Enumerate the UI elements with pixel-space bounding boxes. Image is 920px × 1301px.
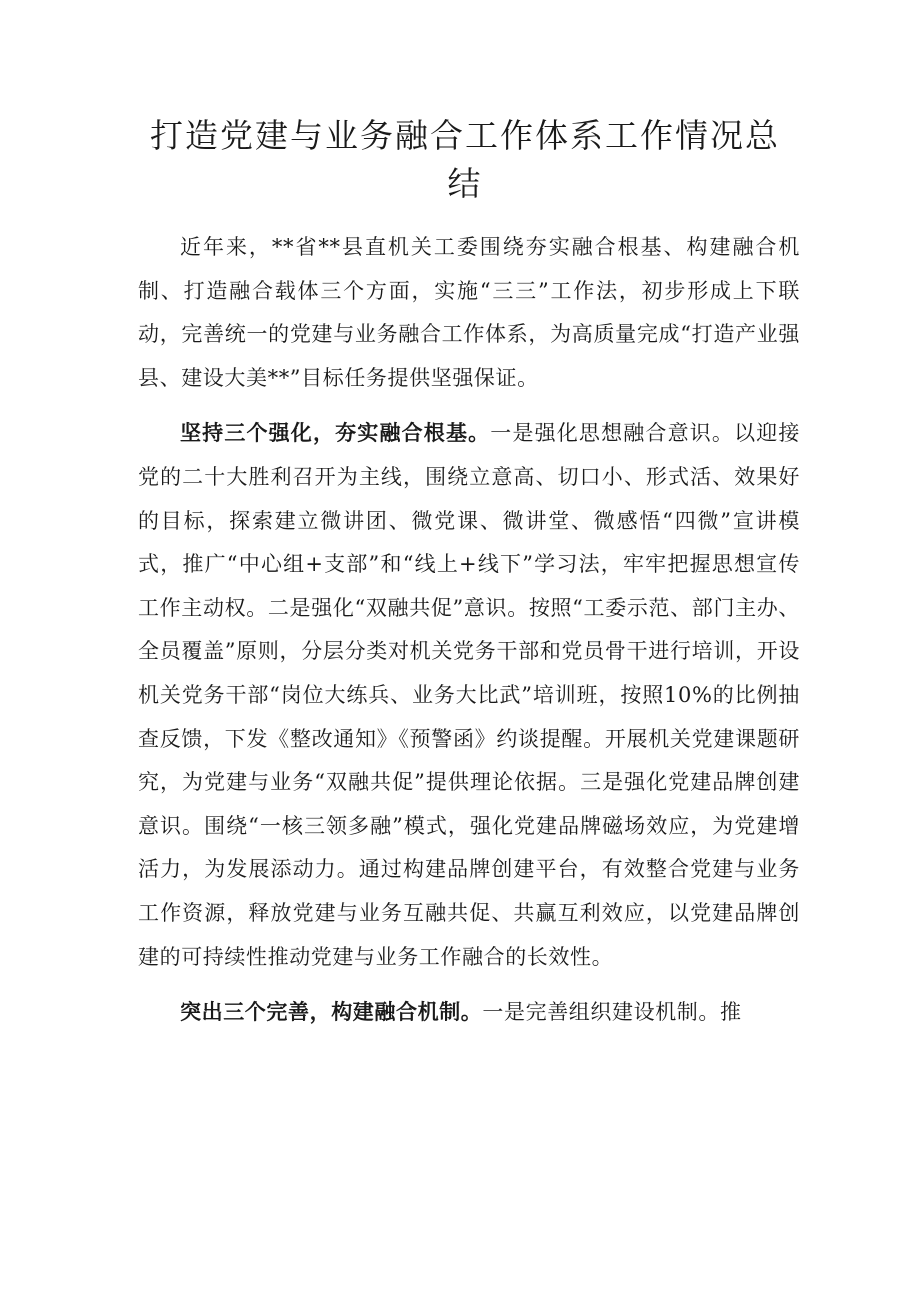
paragraph-section-1	[138, 412, 800, 979]
paragraph-text: 一是强化思想融合意识。以迎接党的二十大胜利召开为主线，围绕立意高、切口小、形式活、效果好的目标，探索建立微讲团、微党课、微讲堂、微感悟“四微”宣讲模式，推广“中心组+支部”和“线上+线下”学习法，牢牢把握思想宣传工作主动权。二是强化“双融共促”意识。按照“工委示范、部门主办、全员覆盖”原则，分层分类对机关党务干部和党员骨干进行培训，开设机关党务干部“岗位大练兵、业务大比武”培训班，按照10%的比例抽查反馈，下发《整改通知》《预警函》约谈提醒。开展机关党建课题研究，为党建与业务“双融共促”提供理论依据。三是强化党建品牌创建意识。围绕“一核三领多融”模式，强化党建品牌磁场效应，为党建增活力，为发展添动力。通过构建品牌创建平台，有效整合党建与业务工作资源，释放党建与业务互融共促、共赢互利效应，以党建品牌创建的可持续性推动党建与业务工作融合的长效性。	[138, 421, 801, 969]
document-title: 打造党建与业务融合工作体系工作情况总结	[150, 116, 780, 203]
section-heading: 突出三个完善，构建融合机制。	[180, 1000, 483, 1025]
paragraph-intro	[138, 226, 800, 400]
paragraph-section-2	[138, 991, 800, 1035]
paragraph-text: 一是完善组织建设机制。推	[482, 1000, 742, 1025]
section-heading: 坚持三个强化，夯实融合根基。	[180, 421, 491, 446]
paragraph-text: 近年来，**省**县直机关工委围绕夯实融合根基、构建融合机制、打造融合载体三个方面，实施“三三”工作法，初步形成上下联动，完善统一的党建与业务融合工作体系，为高质量完成“打造产业强县、建设大美**”目标任务提供坚强保证。	[138, 235, 800, 390]
document-body	[138, 226, 800, 1047]
